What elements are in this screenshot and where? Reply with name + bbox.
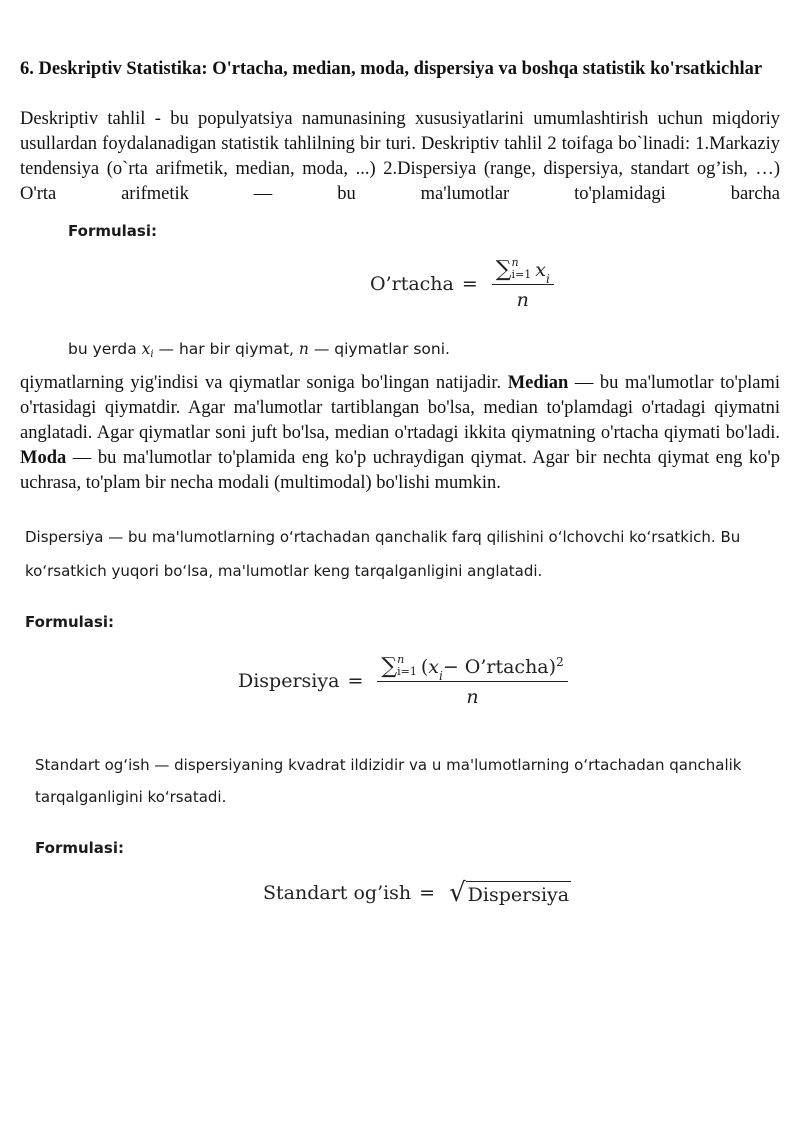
paragraph-text: — bu ma'lumotlar to'plamida eng ko'p uchraydigan qiymat. Agar bir nechta qiymat eng ko'p uchrasa, to'plam bir necha modali (multimodal) bo'lishi mumkin. <box>20 448 780 493</box>
variance-formula <box>238 654 568 708</box>
term-moda: Moda <box>20 448 67 468</box>
mean-formula-fraction <box>492 257 554 311</box>
mean-formula-equals: = <box>461 273 478 295</box>
sum-upper-limit: n <box>397 653 405 666</box>
mean-formula-denominator: n <box>516 289 529 311</box>
paragraph-text: — bu ma'lumotlar to'plami o'rtasidagi qiymatdir. Agar ma'lumotlar tartiblangan bo'lsa, median to'plamdagi o'rtadagi qiymatni anglatadi. Agar qiymatlar soni juft bo'lsa, median o'rtadagi ikkita qiymatning o'rtacha qiymati bo'ladi. <box>20 373 780 443</box>
sum-lower-limit: i=1 <box>397 665 417 678</box>
median-mode-paragraph <box>20 371 780 496</box>
note-variable: x <box>141 340 151 358</box>
minus-mean: − O’rtacha) <box>442 656 557 678</box>
sum-lower-limit: i=1 <box>511 268 532 281</box>
sum-symbol: ∑ <box>495 257 512 282</box>
note-subscript: i <box>150 349 154 360</box>
radical-sign: √ <box>449 878 466 908</box>
variance-formula-numerator <box>377 654 567 682</box>
term-variable: x <box>535 259 546 281</box>
variance-definition-line1: Dispersiya — bu ma'lumotlarning o‘rtachadan qanchalik farq qilishini o‘lchovchi ko‘rsatkich. Bu <box>25 528 741 546</box>
sum-upper-limit: n <box>511 256 519 269</box>
section-heading: 6. Deskriptiv Statistika: O'rtacha, median, moda, dispersiya va boshqa statistik ko'rsatkichlar <box>20 59 763 79</box>
std-formula-label: Formulasi: <box>35 839 124 857</box>
paragraph-text: qiymatlarning yig'indisi va qiymatlar soniga bo'lingan natijadir. <box>20 373 508 393</box>
variance-formula-lhs: Dispersiya <box>238 670 340 692</box>
note-text-start: bu yerda <box>68 340 142 358</box>
sum-limits <box>397 654 417 678</box>
term-subscript: i <box>438 669 443 683</box>
term-variable: x <box>428 656 439 678</box>
note-n: n <box>298 340 309 358</box>
variance-formula-label: Formulasi: <box>25 613 114 631</box>
square-root <box>449 880 571 906</box>
mean-formula-label: Formulasi: <box>68 222 157 240</box>
term-subscript: i <box>545 272 550 286</box>
std-definition-line1: Standart og‘ish — dispersiyaning kvadrat ildizidir va u ma'lumotlarning o‘rtachadan qanchalik <box>35 756 742 774</box>
open-paren: ( <box>420 656 429 678</box>
std-definition-line2: tarqalganligini ko‘rsatadi. <box>35 788 227 806</box>
std-formula-lhs: Standart og’ish <box>263 882 412 904</box>
mean-formula <box>370 257 554 311</box>
power-exponent: 2 <box>556 655 564 669</box>
radicand: Dispersiya <box>466 881 571 906</box>
std-formula <box>263 880 571 906</box>
sum-limits <box>512 257 532 281</box>
sum-symbol: ∑ <box>381 654 398 679</box>
note-text-end: — qiymatlar soni. <box>308 340 450 358</box>
term-median: Median <box>507 373 569 393</box>
variance-formula-denominator: n <box>466 686 479 708</box>
mean-formula-numerator <box>492 257 554 285</box>
variance-formula-fraction <box>377 654 567 708</box>
variance-definition-line2: ko‘rsatkich yuqori bo‘lsa, ma'lumotlar keng tarqalganligini anglatadi. <box>25 562 543 580</box>
note-text-middle: — har bir qiymat, <box>153 340 299 358</box>
intro-paragraph: Deskriptiv tahlil - bu populyatsiya namunasining xususiyatlarini umumlashtirish uchun miqdoriy usullardan foydalanadigan statistik tahlilning bir turi. Deskriptiv tahlil 2 toifaga bo`linadi: 1.Markaziy tendensiya (o`rta arifmetik, median, moda, ...) 2.Dispersiya (range, dispersiya, standart og’ish, …) O'rta arifmetik — bu ma'lumotlar to'plamidagi barcha <box>20 109 780 204</box>
mean-formula-lhs: O’rtacha <box>370 273 454 295</box>
variance-formula-equals: = <box>347 670 364 692</box>
mean-formula-note <box>68 340 450 358</box>
std-formula-equals: = <box>419 882 436 904</box>
